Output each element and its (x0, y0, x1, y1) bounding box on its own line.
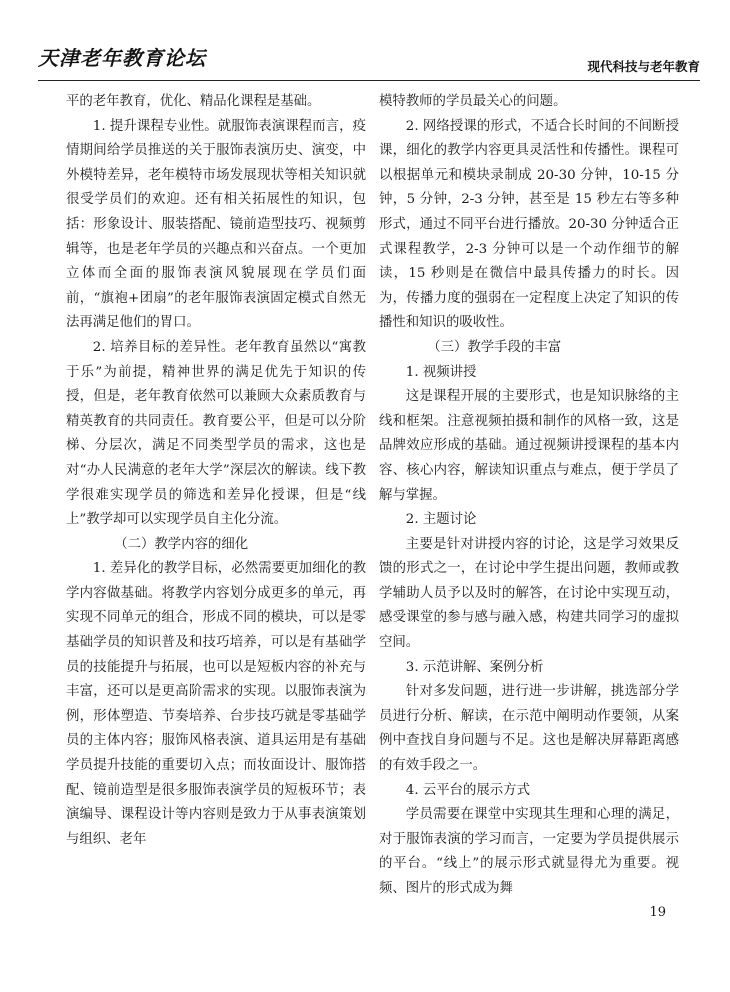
paragraph: 2. 主题讨论 (405, 512, 477, 528)
paragraph: 这是课程开展的主要形式，也是知识脉络的主线和框架。注意视频拍摄和制作的风格一致，这是品牌效应形成的基础。通过视频讲授课程的基本内容、核心内容，解读知识重点与难点，便于学员了解与掌握。 (379, 389, 679, 503)
paragraph: 学员需要在课堂中实现其生理和心理的满足，对于服饰表演的学习而言，一定要为学员提供展示的平台。“线上”的展示形式就显得尤为重要。视频、图片的形式成为舞 (379, 807, 679, 896)
paragraph: 2. 网络授课的形式，不适合长时间的不间断授课，细化的教学内容更具灵活性和传播性。课程可以根据单元和模块录制成 20-30 分钟，10-15 分钟，5 分钟，2-3 分钟，甚至是 15 秒左右等多种形式，通过不同平台进行播放。20-30 分钟适合正式课程教学，2-3 分钟可以是一个动作细节的解读，15 秒则是在微信中最具传播力的时长。因为，传播力度的强弱在一定程度上决定了知识的传播性和知识的吸收性。 (379, 118, 679, 331)
page-number: 19 (649, 905, 666, 920)
paragraph: 3. 示范讲解、案例分析 (405, 659, 544, 675)
journal-masthead: 天津老年教育论坛 (38, 46, 206, 70)
paragraph: 模特教师的学员最关心的问题。 (379, 94, 567, 109)
paragraph: 1. 视频讲授 (405, 364, 477, 380)
paragraph: 针对多发问题，进行进一步讲解，挑选部分学员进行分析、解读，在示范中阐明动作要领，从案例中查找自身问题与不足。这也是解决屏幕距离感的有效手段之一。 (379, 684, 679, 774)
left-column (66, 90, 366, 852)
paragraph: 主要是针对讲授内容的讨论，这是学习效果反馈的形式之一，在讨论中学生提出问题，教师或教学辅助人员予以及时的解答，在讨论中实现互动，感受课堂的参与感与融入感，构建共同学习的虚拟空间。 (379, 536, 679, 651)
section-title: 现代科技与老年教育 (587, 59, 700, 74)
header-rule (38, 80, 700, 81)
paragraph: 4. 云平台的展示方式 (405, 782, 530, 798)
paragraph: 1. 提升课程专业性。就服饰表演课程而言，疫情期间给学员推送的关于服饰表演历史、演变，中外模特差异，老年模特市场发展现状等相关知识就很受学员们的欢迎。还有相关拓展性的知识，包括：形象设计、服装搭配、镜前造型技巧、视频剪辑等，也是老年学员的兴趣点和兴奋点。一个更加立体而全面的服饰表演风貌展现在学员们面前，“旗袍+团扇”的老年服饰表演固定模式自然无法再满足他们的胃口。 (66, 118, 366, 331)
paragraph: 2. 培养目标的差异性。老年教育虽然以“寓教于乐”为前提，精神世界的满足优先于知识的传授，但是，老年教育依然可以兼顾大众素质教育与精英教育的共同责任。教育要公平，但是可以分阶梯、分层次，满足不同类型学员的需求，这也是对“办人民满意的老年大学”深层次的解读。线下教学很难实现学员的筛选和差异化授课，但是“线上”教学却可以实现学员自主化分流。 (66, 339, 366, 528)
paragraph: 平的老年教育，优化、精品化课程是基础。 (66, 94, 321, 109)
right-column (379, 90, 679, 902)
section-heading: （三）教学手段的丰富 (427, 339, 562, 355)
paragraph: 1. 差异化的教学目标，必然需要更加细化的教学内容做基础。将教学内容划分成更多的单元，再实现不同单元的组合，形成不同的模块，可以是零基础学员的知识普及和技巧培养，可以是有基础学员的技能提升与拓展，也可以是短板内容的补充与丰富，还可以是更高阶需求的实现。以服饰表演为例，形体塑造、节奏培养、台步技巧就是零基础学员的主体内容；服饰风格表演、道具运用是有基础学员提升技能的重要切入点；而妆面设计、服饰搭配、镜前造型是很多服饰表演学员的短板环节；表演编导、课程设计等内容则是致力于从事表演策划与组织、老年 (66, 561, 366, 847)
section-heading: （二）教学内容的细化 (114, 536, 249, 552)
page-header (38, 40, 700, 84)
